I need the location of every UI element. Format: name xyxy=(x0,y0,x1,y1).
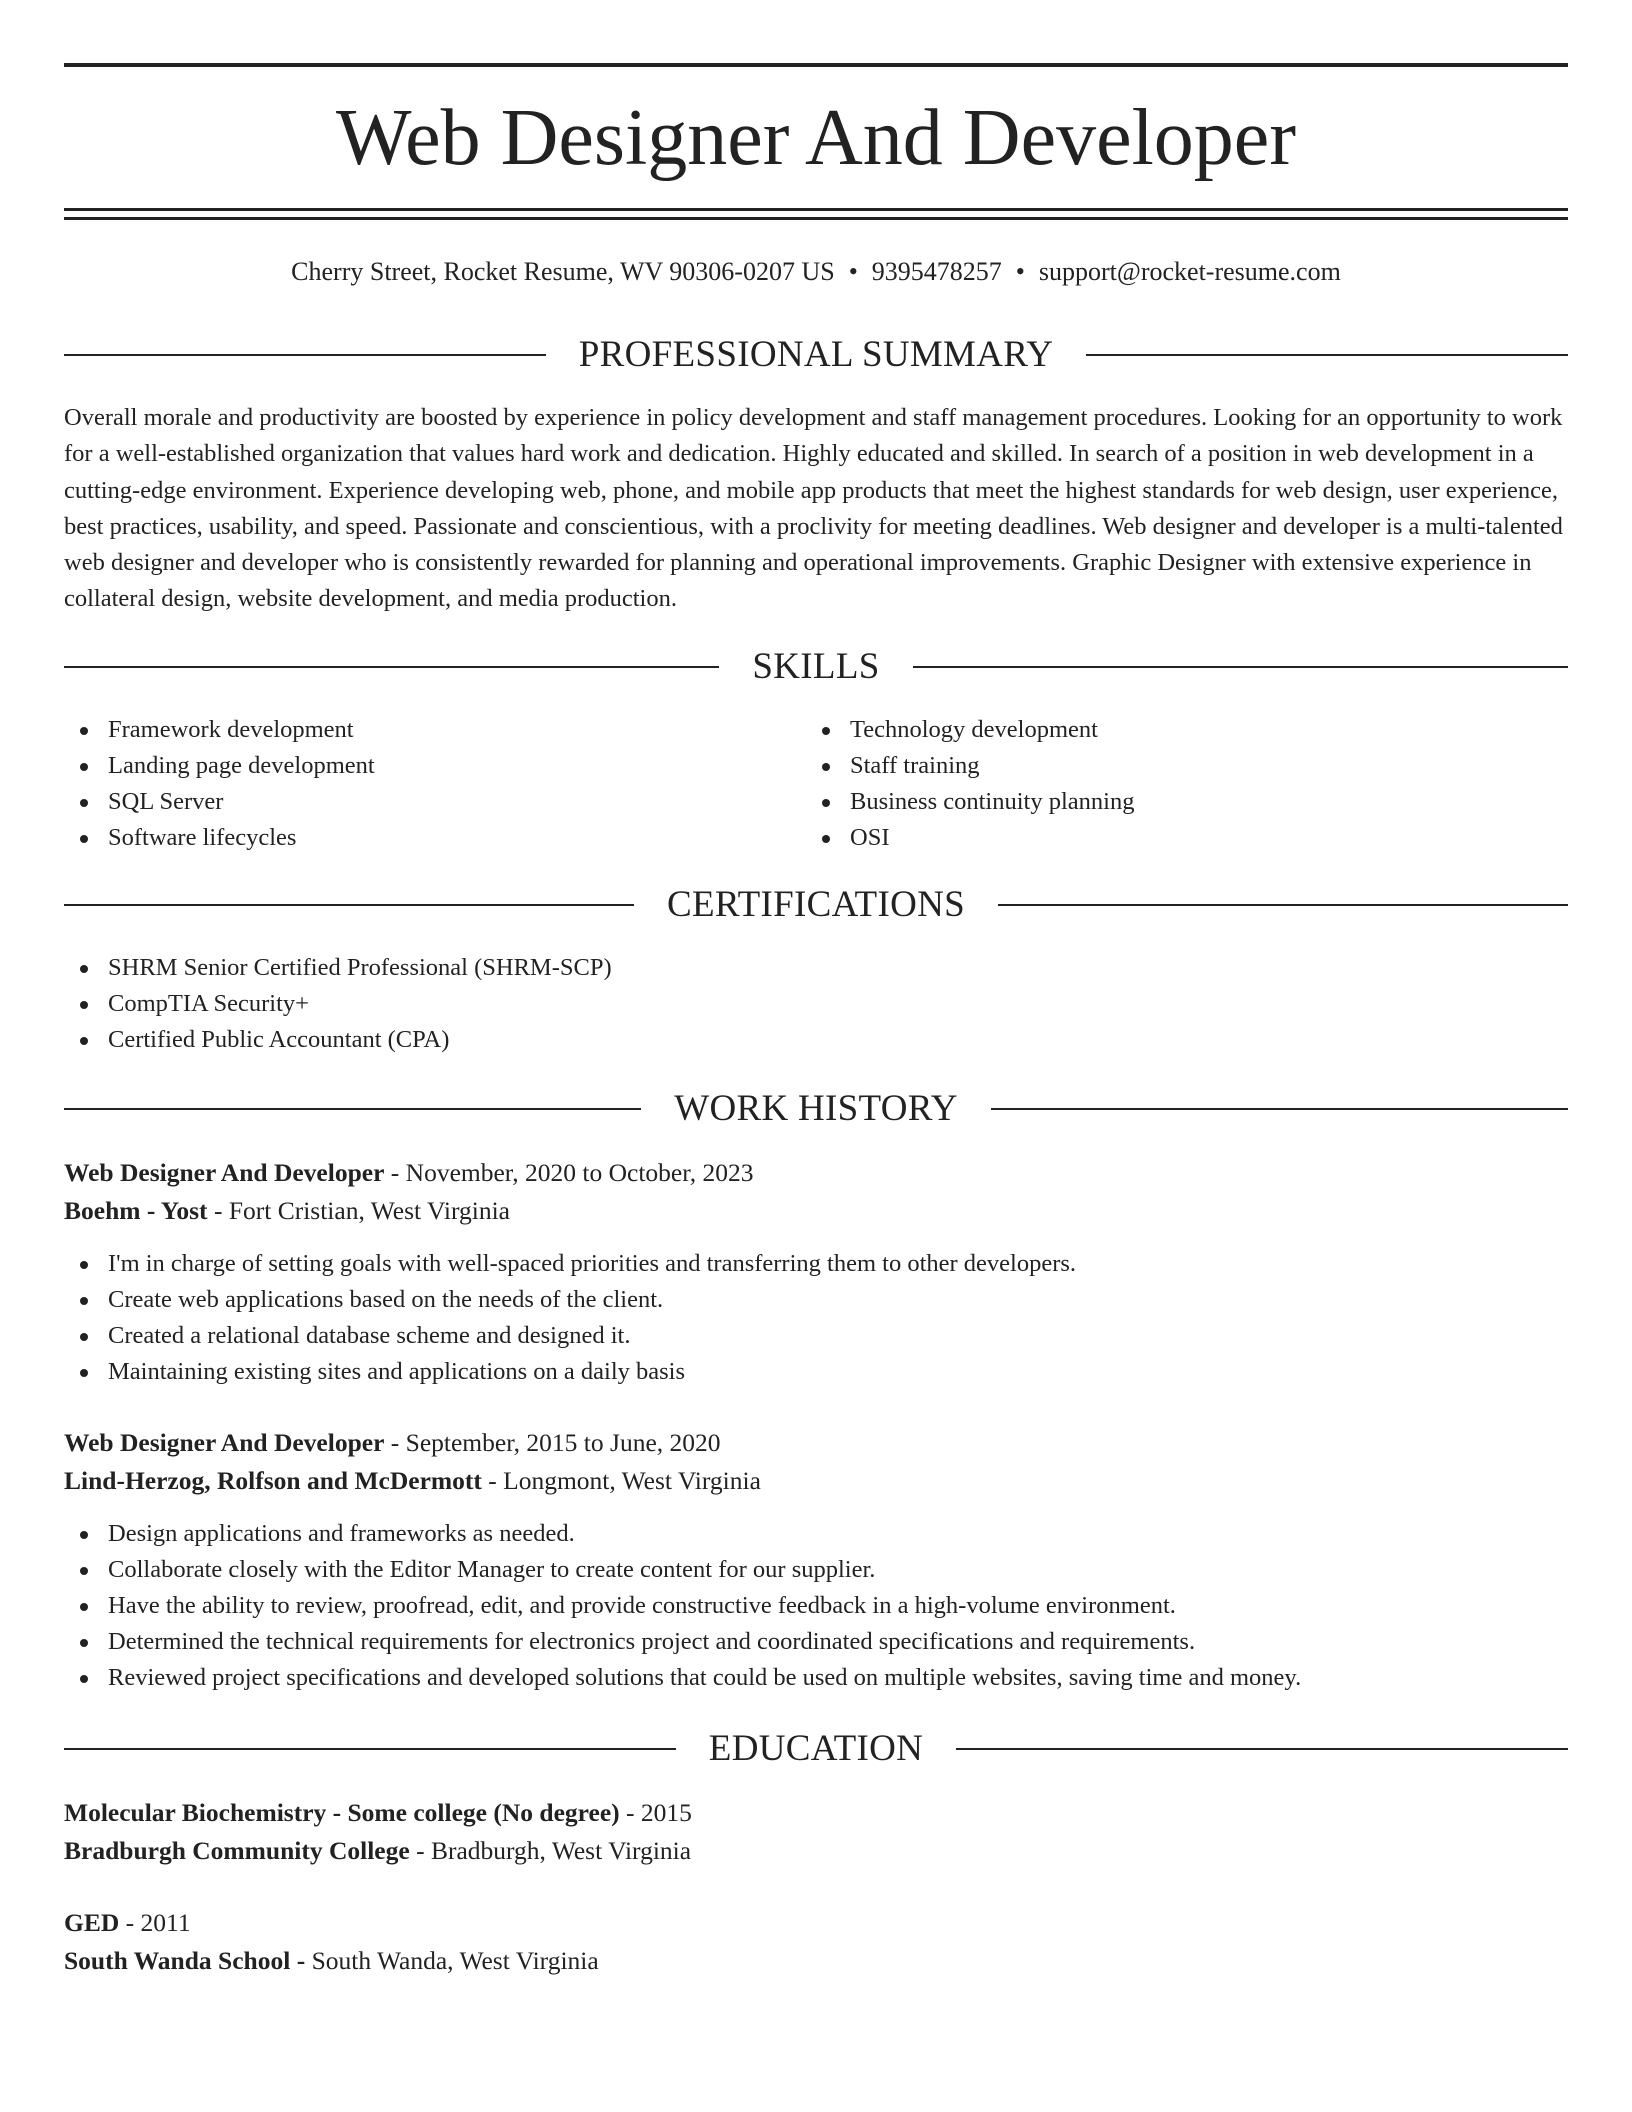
certification-item: Certified Public Accountant (CPA) xyxy=(64,1022,1568,1058)
work-section-header xyxy=(64,1087,1568,1131)
skill-item: Staff training xyxy=(806,748,1506,784)
skills-section-header xyxy=(64,645,1568,689)
job-company-line: Lind-Herzog, Rolfson and McDermott - Longmont, West Virginia xyxy=(64,1466,761,1495)
divider-line xyxy=(998,904,1568,906)
education-year: 2011 xyxy=(140,1908,191,1937)
summary-heading: PROFESSIONAL SUMMARY xyxy=(578,334,1054,375)
education-school: South Wanda School xyxy=(64,1946,291,1975)
divider-line xyxy=(956,1748,1568,1750)
divider-line xyxy=(991,1108,1568,1110)
education-entry xyxy=(64,1794,1568,1870)
education-degree: Molecular Biochemistry - Some college (No degree) xyxy=(64,1798,620,1827)
education-degree-line: Molecular Biochemistry - Some college (No degree) - 2015 xyxy=(64,1798,692,1827)
skill-item: Framework development xyxy=(64,712,764,748)
divider-line xyxy=(64,1748,676,1750)
summary-text: Overall morale and productivity are boosted by experience in policy development and staff management procedures. Looking for an opportunity to work for a well-established organization that values hard work and dedication. Highly educated and skilled. In search of a position in web development in a cutting-edge environment. Experience developing web, phone, and mobile app products that meet the highest standards for web design, user experience, best practices, usability, and speed. Passionate and conscientious, with a proclivity for meeting deadlines. Web designer and developer is a multi-talented web designer and developer who is consistently rewarded for planning and operational improvements. Graphic Designer with extensive experience in collateral design, website development, and media production. xyxy=(64,404,1563,613)
education-school-line: Bradburgh Community College - Bradburgh, West Virginia xyxy=(64,1836,692,1865)
summary-section-header xyxy=(64,333,1568,377)
divider-line xyxy=(64,904,634,906)
job-bullets xyxy=(64,1516,1568,1696)
job-dates: November, 2020 to October, 2023 xyxy=(405,1158,754,1187)
education-school: Bradburgh Community College xyxy=(64,1836,410,1865)
education-degree: GED xyxy=(64,1908,120,1937)
top-rule xyxy=(64,63,1568,67)
divider-line xyxy=(64,666,719,668)
skills-list-left xyxy=(64,712,764,856)
skill-item: Technology development xyxy=(806,712,1506,748)
job-bullet: Design applications and frameworks as needed. xyxy=(64,1516,1568,1552)
job-location: Fort Cristian, West Virginia xyxy=(228,1196,510,1225)
divider-line xyxy=(64,354,546,356)
certifications-heading: CERTIFICATIONS xyxy=(667,884,965,925)
education-location: South Wanda, West Virginia xyxy=(311,1946,599,1975)
divider-line xyxy=(1086,354,1568,356)
job-entry xyxy=(64,1424,1568,1696)
job-title: Web Designer And Developer xyxy=(64,1428,385,1457)
certifications-section-header xyxy=(64,883,1568,927)
job-entry xyxy=(64,1154,1568,1390)
job-bullet: Maintaining existing sites and applications on a daily basis xyxy=(64,1354,1568,1390)
job-title: Web Designer And Developer xyxy=(64,1158,385,1187)
job-company-line: Boehm - Yost - Fort Cristian, West Virginia xyxy=(64,1196,510,1225)
resume-title: Web Designer And Developer xyxy=(336,94,1296,182)
education-heading: EDUCATION xyxy=(708,1728,924,1769)
job-dates: September, 2015 to June, 2020 xyxy=(405,1428,721,1457)
contact-address: Cherry Street, Rocket Resume, WV 90306-0207 US xyxy=(291,257,835,286)
skill-item: Software lifecycles xyxy=(64,820,764,856)
job-company: Lind-Herzog, Rolfson and McDermott xyxy=(64,1466,482,1495)
job-bullet: I'm in charge of setting goals with well-spaced priorities and transferring them to other developers. xyxy=(64,1246,1568,1282)
divider-line xyxy=(913,666,1568,668)
education-entry xyxy=(64,1904,1568,1980)
contact-separator: • xyxy=(848,257,858,286)
job-bullet: Reviewed project specifications and developed solutions that could be used on multiple websites, saving time and money. xyxy=(64,1660,1568,1696)
education-school-line: South Wanda School - South Wanda, West Virginia xyxy=(64,1946,599,1975)
education-year: 2015 xyxy=(640,1798,692,1827)
skills-list-right xyxy=(806,712,1506,856)
job-bullet: Determined the technical requirements for electronics project and coordinated specifications and requirements. xyxy=(64,1624,1568,1660)
job-company: Boehm - Yost xyxy=(64,1196,208,1225)
contact-phone: 9395478257 xyxy=(871,257,1002,286)
skills-heading: SKILLS xyxy=(752,646,880,687)
work-heading: WORK HISTORY xyxy=(674,1088,958,1129)
job-bullet: Create web applications based on the needs of the client. xyxy=(64,1282,1568,1318)
job-location: Longmont, West Virginia xyxy=(503,1466,761,1495)
job-bullets xyxy=(64,1246,1568,1390)
certifications-list xyxy=(64,950,1568,1058)
job-bullet: Have the ability to review, proofread, edit, and provide constructive feedback in a high-volume environment. xyxy=(64,1588,1568,1624)
education-degree-line: GED - 2011 xyxy=(64,1908,191,1937)
title-double-rule xyxy=(64,208,1568,220)
education-location: Bradburgh, West Virginia xyxy=(430,1836,692,1865)
skill-item: OSI xyxy=(806,820,1506,856)
education-section-header xyxy=(64,1727,1568,1771)
contact-email: support@rocket-resume.com xyxy=(1038,257,1341,286)
job-bullet: Created a relational database scheme and designed it. xyxy=(64,1318,1568,1354)
skill-item: Business continuity planning xyxy=(806,784,1506,820)
divider-line xyxy=(64,1108,641,1110)
job-title-line: Web Designer And Developer - November, 2020 to October, 2023 xyxy=(64,1158,754,1187)
skill-item: SQL Server xyxy=(64,784,764,820)
certification-item: SHRM Senior Certified Professional (SHRM-SCP) xyxy=(64,950,1568,986)
contact-line xyxy=(64,254,1568,290)
job-bullet: Collaborate closely with the Editor Manager to create content for our supplier. xyxy=(64,1552,1568,1588)
contact-separator: • xyxy=(1015,257,1025,286)
skill-item: Landing page development xyxy=(64,748,764,784)
certification-item: CompTIA Security+ xyxy=(64,986,1568,1022)
job-title-line: Web Designer And Developer - September, 2015 to June, 2020 xyxy=(64,1428,721,1457)
